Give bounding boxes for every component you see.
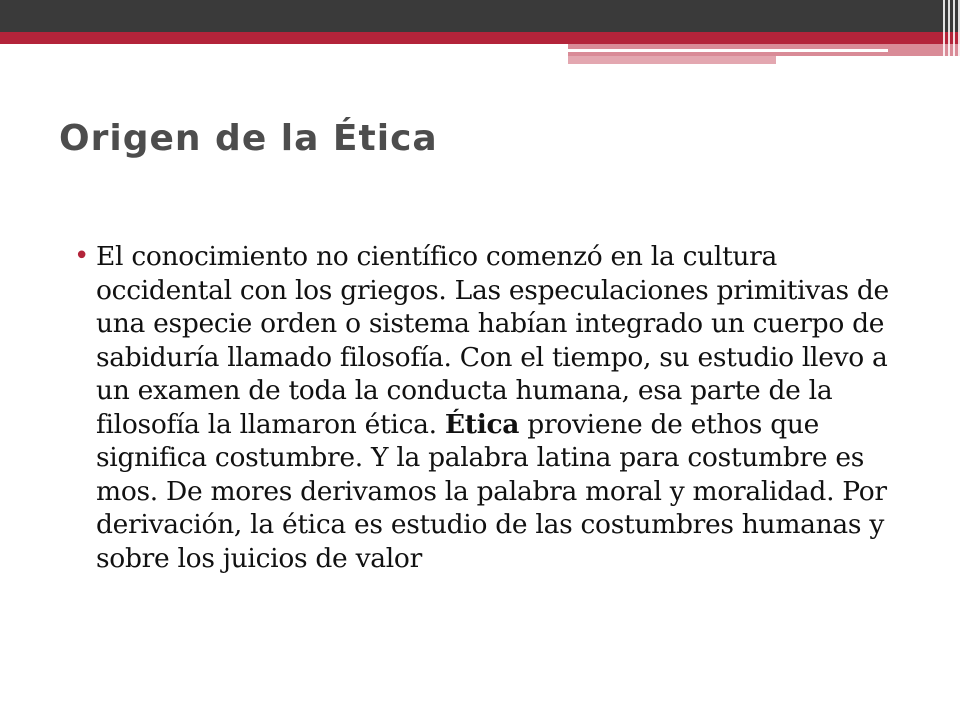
bullet-text-part-1: El conocimiento no científico comenzó en la cultura occidental con los griegos. Las especulaciones primitivas de una especie orden o sistema habían integrado un cuerpo de sabiduría llamado filosofía. Con el tiempo, su estudio llevo a un examen de toda la conducta humana, esa parte de la filosofía la llamaron ética. bbox=[96, 241, 889, 440]
slide-title: Origen de la Ética bbox=[59, 118, 438, 159]
bullet-bold-term: Ética bbox=[444, 408, 520, 440]
slide-content bbox=[72, 240, 892, 575]
header-pink-bar-short bbox=[568, 56, 776, 64]
stripe bbox=[953, 0, 955, 60]
header-red-bar bbox=[0, 32, 960, 44]
header-dark-bar bbox=[0, 0, 960, 32]
stripe bbox=[943, 0, 945, 60]
bullet-text-part-2: proviene de ethos que significa costumbre. Y la palabra latina para costumbre es mos. De mores derivamos la palabra moral y moralidad. Por derivación, la ética es estudio de las costumbres humanas y sobre los juicios de valor bbox=[96, 408, 887, 574]
header-stripes bbox=[930, 0, 960, 60]
stripe bbox=[948, 0, 950, 60]
bullet-icon: • bbox=[74, 241, 90, 271]
header-white-line bbox=[568, 49, 888, 52]
bullet-item bbox=[72, 240, 892, 575]
